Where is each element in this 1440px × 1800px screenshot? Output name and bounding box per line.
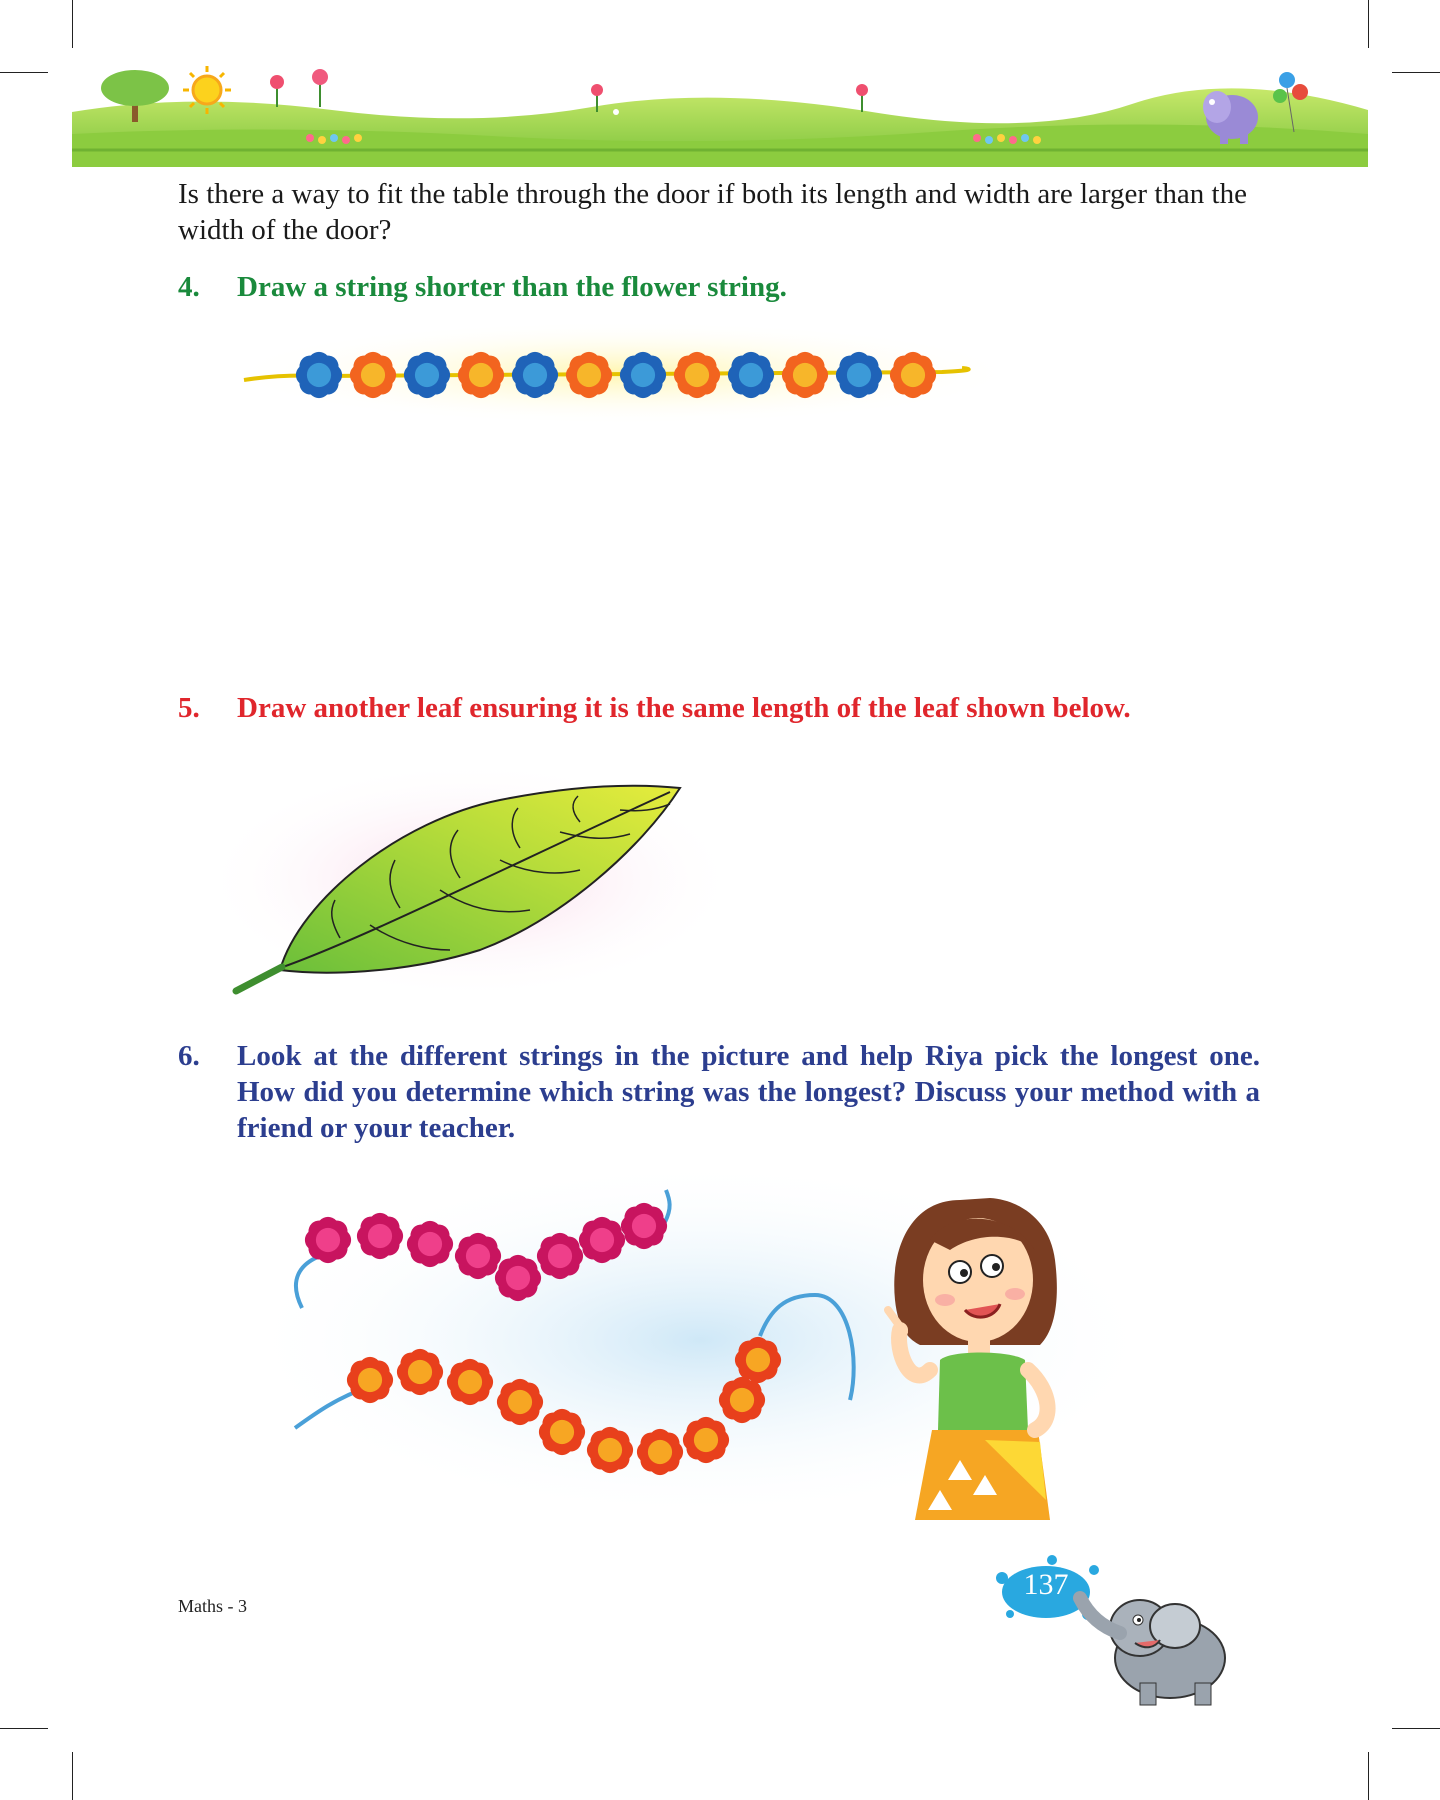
question-5 [178, 690, 1260, 726]
pink-flower-icon [579, 1217, 625, 1263]
flower-icon [836, 352, 882, 398]
crop-mark [1368, 0, 1369, 48]
flower-icon [566, 352, 612, 398]
crop-mark [1368, 1752, 1369, 1800]
flower-icon [620, 352, 666, 398]
leaf [200, 760, 800, 1010]
question-4 [178, 269, 1260, 305]
orange-flower-icon [539, 1409, 585, 1455]
orange-flower-icon [497, 1379, 543, 1425]
orange-flower-icon [587, 1427, 633, 1473]
orange-flower-icon [637, 1429, 683, 1475]
pink-flower-icon [305, 1217, 351, 1263]
orange-flower-icon [447, 1359, 493, 1405]
flower-icon [296, 352, 342, 398]
flower-string [222, 318, 1022, 428]
meadow-banner [72, 62, 1368, 167]
question-5-number: 5. [178, 692, 200, 724]
pink-flower-icon [407, 1221, 453, 1267]
question-6-text: Look at the different strings in the picture and help Riya pick the longest one. How did you determine which string was the longest? Discuss your method with a friend or your teacher. [237, 1040, 1260, 1144]
flower-icon [350, 352, 396, 398]
question-6 [178, 1038, 1260, 1146]
flower-icon [458, 352, 504, 398]
crop-mark [72, 1752, 73, 1800]
question-4-number: 4. [178, 271, 200, 303]
orange-flower-icon [347, 1357, 393, 1403]
orange-flower-icon [397, 1349, 443, 1395]
orange-flower-icon [683, 1417, 729, 1463]
pink-flower-icon [537, 1233, 583, 1279]
crop-mark [0, 72, 48, 73]
pink-flower-icon [357, 1213, 403, 1259]
pink-flower-icon [495, 1255, 541, 1301]
flower-icon [890, 352, 936, 398]
flower-icon [512, 352, 558, 398]
elephant-icon [1080, 1598, 1225, 1705]
pink-flower-icon [621, 1203, 667, 1249]
page-number: 137 [1023, 1568, 1069, 1601]
crop-mark [1392, 72, 1440, 73]
flower-icon [728, 352, 774, 398]
question-6-number: 6. [178, 1040, 200, 1072]
intro-question: Is there a way to fit the table through the door if both its length and width are larger than the width of the door? [178, 178, 1247, 246]
book-title: Maths - 3 [178, 1596, 247, 1616]
pink-flower-icon [455, 1233, 501, 1279]
crop-mark [0, 1728, 48, 1729]
question-5-text: Draw another leaf ensuring it is the same length of the leaf shown below. [237, 692, 1131, 724]
flower-icon [404, 352, 450, 398]
flower-icon [782, 352, 828, 398]
strings-picture [240, 1160, 1160, 1530]
orange-flower-icon [735, 1337, 781, 1383]
question-4-text: Draw a string shorter than the flower string. [237, 271, 787, 303]
flower-icon [674, 352, 720, 398]
orange-flower-icon [719, 1377, 765, 1423]
crop-mark [1392, 1728, 1440, 1729]
crop-mark [72, 0, 73, 48]
